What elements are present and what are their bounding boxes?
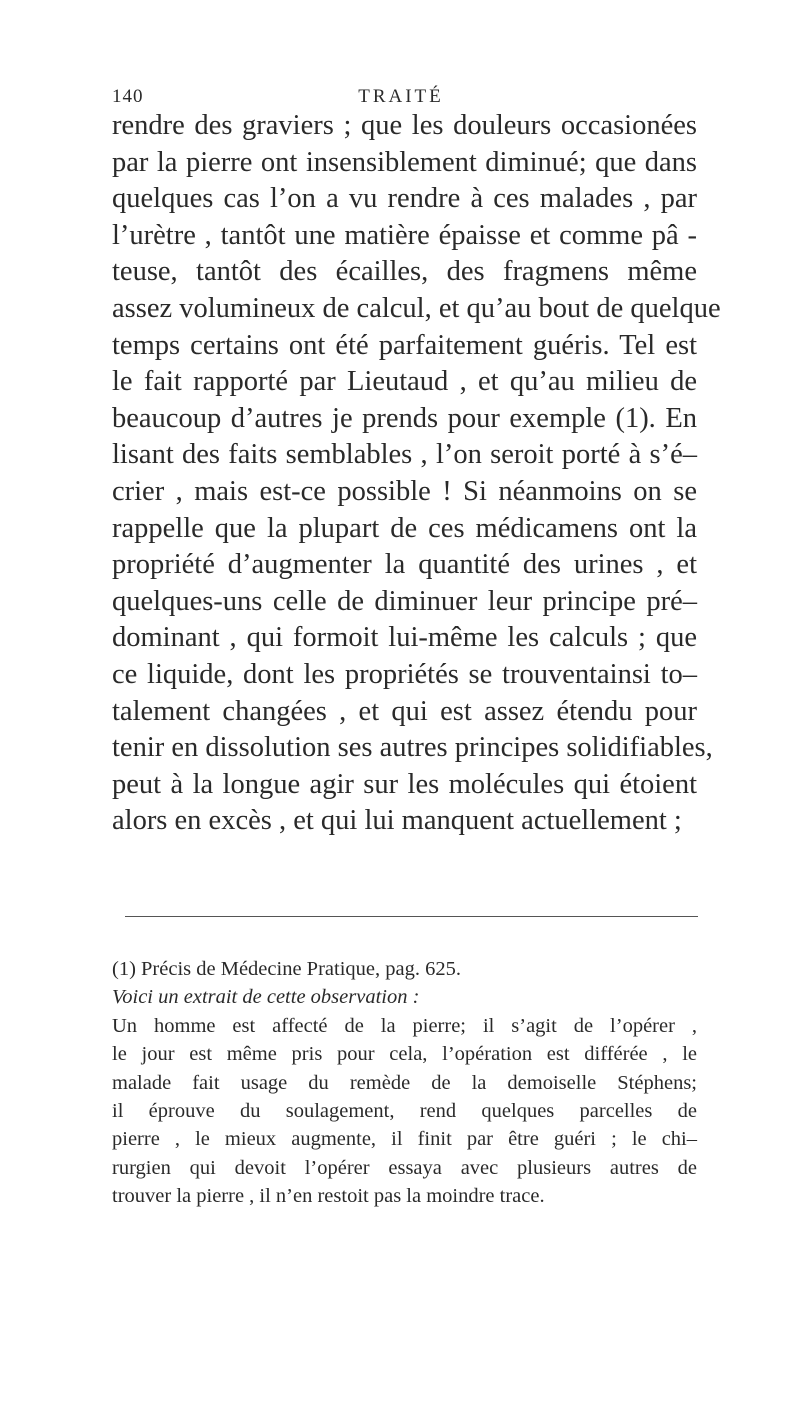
- footnote-reference: (1) Précis de Médecine Pratique, pag. 625.: [112, 958, 461, 980]
- footnote-separator: [125, 916, 698, 917]
- footnote-line: il éprouve du soulagement, rend quelques parcelles de: [112, 1100, 697, 1123]
- text-line: lisant des faits semblables , l’on seroit porté à s’é–: [112, 439, 697, 471]
- footnote: [112, 955, 697, 1211]
- text-line: crier , mais est-ce possible ! Si néanmoins on se: [112, 475, 697, 507]
- text-line: alors en excès , et qui lui manquent actuellement ;: [112, 805, 682, 837]
- text-line: dominant , qui formoit lui-même les calculs ; que: [112, 622, 697, 654]
- main-text: [112, 108, 721, 840]
- running-title: TRAITÉ: [358, 86, 444, 107]
- text-line: peut à la longue agir sur les molécules qui étoient: [112, 768, 697, 800]
- text-line: quelques-uns celle de diminuer leur principe pré–: [112, 585, 697, 617]
- footnote-line: trouver la pierre , il n’en restoit pas la moindre trace.: [112, 1185, 545, 1208]
- text-line: teuse, tantôt des écailles, des fragmens même: [112, 256, 697, 288]
- text-line: l’urètre , tantôt une matière épaisse et comme pâ -: [112, 219, 697, 251]
- text-line: rappelle que la plupart de ces médicamens ont la: [112, 512, 697, 544]
- text-line: beaucoup d’autres je prends pour exemple (1). En: [112, 402, 697, 434]
- footnote-heading: Voici un extrait de cette observation :: [112, 986, 420, 1009]
- text-line: rendre des graviers ; que les douleurs occasionées: [112, 110, 697, 141]
- text-line: le fait rapporté par Lieutaud , et qu’au milieu de: [112, 366, 697, 398]
- footnote-line: Un homme est affecté de la pierre; il s’agit de l’opérer ,: [112, 1014, 697, 1037]
- text-line: temps certains ont été parfaitement guéris. Tel est: [112, 329, 697, 361]
- text-line: tenir en dissolution ses autres principes solidifiables,: [112, 732, 713, 764]
- text-line: talement changées , et qui est assez étendu pour: [112, 695, 697, 727]
- text-line: quelques cas l’on a vu rendre à ces malades , par: [112, 183, 697, 215]
- text-line: ce liquide, dont les propriétés se trouventainsi to–: [112, 658, 697, 690]
- footnote-line: le jour est même pris pour cela, l’opération est différée , le: [112, 1043, 697, 1066]
- footnote-line: rurgien qui devoit l’opérer essaya avec plusieurs autres de: [112, 1156, 697, 1179]
- text-line: par la pierre ont insensiblement diminué; que dans: [112, 146, 697, 178]
- text-line: assez volumineux de calcul, et qu’au bout de quelque: [112, 292, 721, 324]
- text-line: propriété d’augmenter la quantité des urines , et: [112, 549, 697, 581]
- page-number: 140: [112, 86, 144, 107]
- footnote-line: pierre , le mieux augmente, il finit par être guéri ; le chi–: [112, 1128, 697, 1151]
- footnote-line: malade fait usage du remède de la demoiselle Stéphens;: [112, 1071, 697, 1094]
